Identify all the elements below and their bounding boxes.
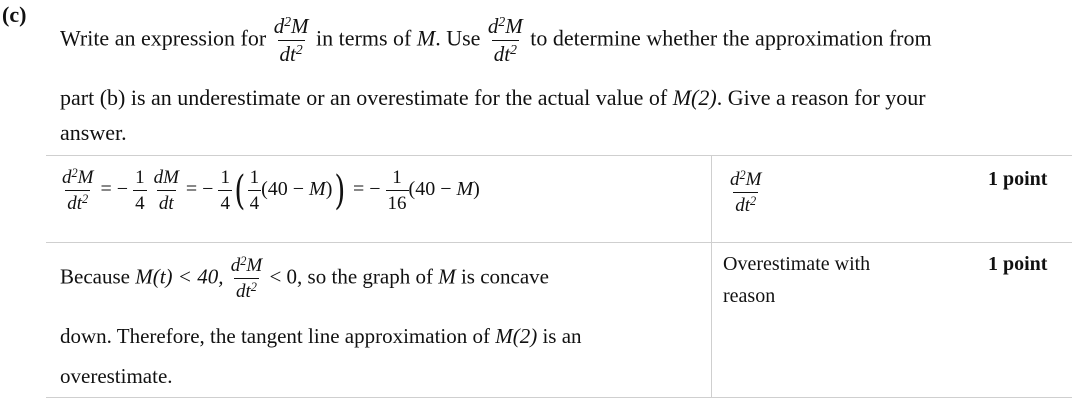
question-text: to determine whether the approximation from [530,25,932,51]
rubric-row-2-line-2: reason [723,285,776,307]
question-text: . Give a reason for your [716,85,926,110]
question-text: . Use [435,25,481,51]
table-row-divider [46,242,1072,243]
solution-text: < 0, so the graph of [269,264,433,289]
question-line-2 [60,85,926,111]
table-top-border [46,155,1072,156]
one-quarter-fraction: $\frac{1}{4}$ [249,167,260,214]
table-column-divider [711,155,712,398]
one-quarter-fraction: $\frac{1}{4}$ [135,167,145,214]
second-derivative-fraction: $\frac{d^2M}{dt^2}$ [230,253,263,302]
table-bottom-border [46,397,1072,398]
question-line-1 [60,16,932,65]
variable-m: M [416,25,436,51]
solution-text: down. Therefore, the tangent line approximation of [60,324,490,348]
rubric-row-2-line-1: Overestimate with [723,253,871,275]
rubric-row-1 [728,167,764,216]
second-derivative-fraction: $\frac{d^2M}{dt^2}$ [487,14,523,66]
lhs-fraction: $\frac{d^2M}{dt^2}$ [62,165,94,214]
points-row-1: 1 point [988,168,1048,190]
solution-text: Because [60,264,130,289]
solution-row-2-line-3: overestimate. [60,364,173,388]
m-of-2: M(2) [495,324,538,348]
second-derivative-fraction: $\frac{d^2M}{dt^2}$ [273,14,309,66]
question-text: in terms of [316,25,412,51]
solution-row-2-line-2 [60,324,582,349]
m-of-t-condition: M(t) < 40, [135,264,224,289]
question-text: Write an expression for [60,25,267,51]
m-of-2: M(2) [672,85,717,110]
solution-row-2-line-1 [60,253,549,302]
variable-m: M [438,264,456,289]
part-label: (c) [2,2,27,27]
solution-text: is concave [460,264,549,289]
solution-equation: $\frac{d^2M}{dt^2}$ = − $\frac{1}{4}$ $\frac{dM}{dt}$ = − $\frac{1}{4}$ ( $\frac{1}{4}$ (40 − M)) = − $\frac{1}{16}$ (40 − M) [62,165,480,214]
one-quarter-fraction: $\frac{1}{4}$ [220,167,230,214]
question-line-3: answer. [60,120,127,145]
one-sixteenth-fraction: $\frac{1}{16}$ [387,167,407,214]
solution-text: is an [542,324,582,348]
points-row-2: 1 point [988,253,1048,275]
rubric-second-derivative: $\frac{d^2M}{dt^2}$ [730,167,762,216]
question-text: part (b) is an underestimate or an overestimate for the actual value of [60,85,668,110]
first-derivative-fraction: $\frac{dM}{dt}$ [153,167,179,214]
